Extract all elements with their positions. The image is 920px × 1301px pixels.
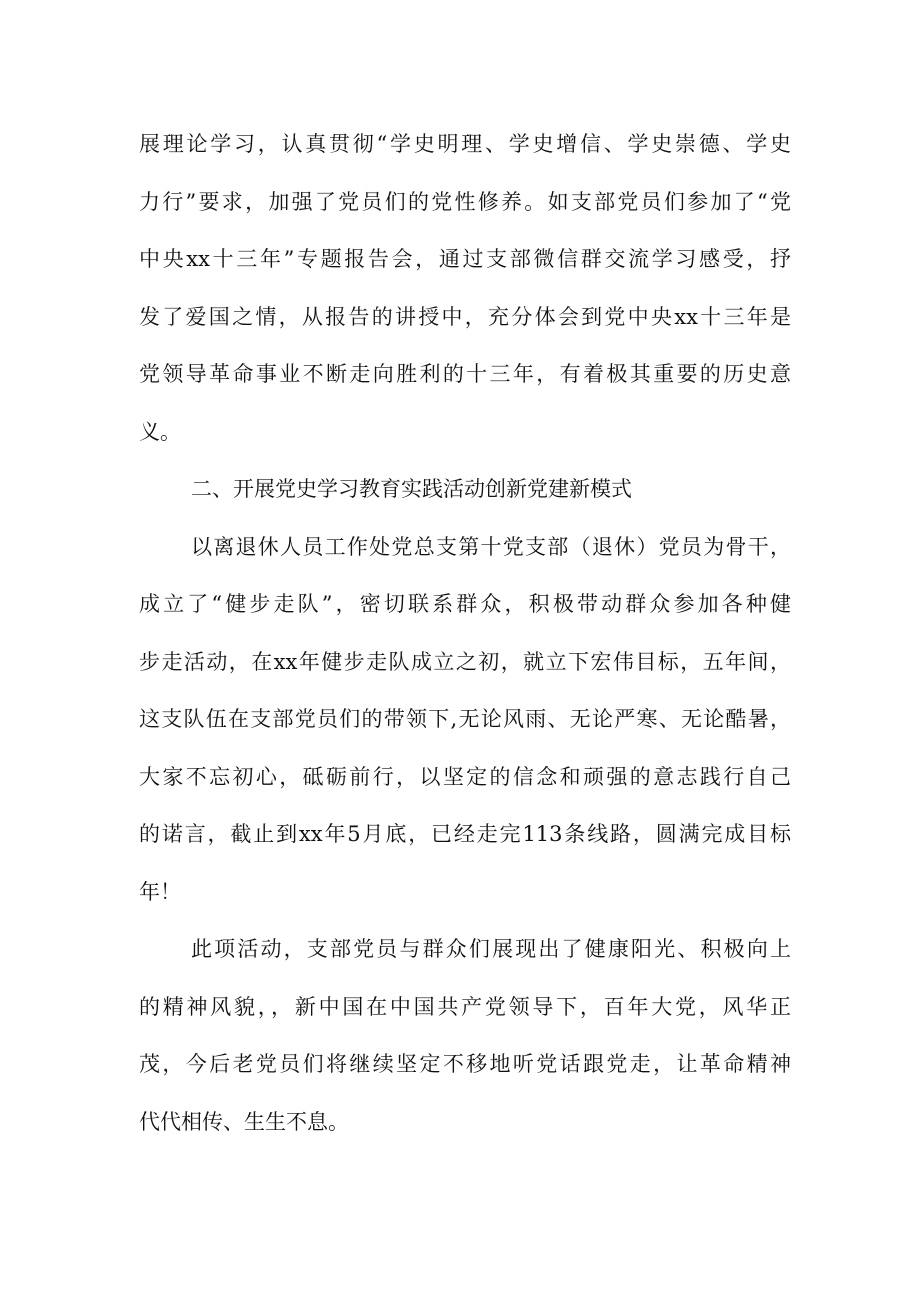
text-line: 此项活动，支部党员与群众们展现出了健康阳光、积极向上 bbox=[191, 937, 791, 961]
text-line: 代代相传、生生不息。 bbox=[139, 1109, 349, 1134]
text-line: 中央xx十三年”专题报告会，通过支部微信群交流学习感受，抒 bbox=[139, 247, 791, 271]
document-body bbox=[139, 116, 791, 1151]
text-line: 茂，今后老党员们将继续坚定不移地听党话跟党走，让革命精神 bbox=[139, 1052, 791, 1076]
text-line: 这支队伍在支部党员们的带领下,无论风雨、无论严寒、无论酷暑， bbox=[139, 707, 791, 731]
section-heading bbox=[139, 461, 791, 519]
text-line: 成立了“健步走队”，密切联系群众，积极带动群众参加各种健 bbox=[139, 592, 791, 616]
text-line: 党领导革命事业不断走向胜利的十三年，有着极其重要的历史意 bbox=[139, 362, 791, 386]
text-line: 的精神风貌，，新中国在中国共产党领导下，百年大党，风华正 bbox=[139, 994, 791, 1019]
text-line: 义。 bbox=[139, 419, 181, 444]
paragraph-theory-study bbox=[139, 116, 791, 461]
text-line: 步走活动，在xx年健步走队成立之初，就立下宏伟目标，五年间， bbox=[139, 649, 791, 674]
text-line: 发了爱国之情，从报告的讲授中，充分体会到党中央xx十三年是 bbox=[139, 304, 791, 329]
text-line: 的诺言，截止到xx年5月底，已经走完113条线路，圆满完成目标 bbox=[139, 822, 791, 846]
text-line: 以离退休人员工作处党总支第十党支部（退休）党员为骨干， bbox=[191, 534, 791, 559]
heading-line: 二、开展党史学习教育实践活动创新党建新模式 bbox=[191, 477, 632, 501]
paragraph-walking-team bbox=[139, 519, 791, 922]
paragraph-activity-summary bbox=[139, 921, 791, 1151]
text-line: 展理论学习，认真贯彻“学史明理、学史增信、学史崇德、学史 bbox=[139, 132, 791, 156]
text-line: 大家不忘初心，砥砺前行，以坚定的信念和顽强的意志践行自己 bbox=[139, 764, 791, 789]
text-line: 年！ bbox=[139, 879, 181, 904]
text-line: 力行”要求，加强了党员们的党性修养。如支部党员们参加了“党 bbox=[139, 189, 791, 214]
